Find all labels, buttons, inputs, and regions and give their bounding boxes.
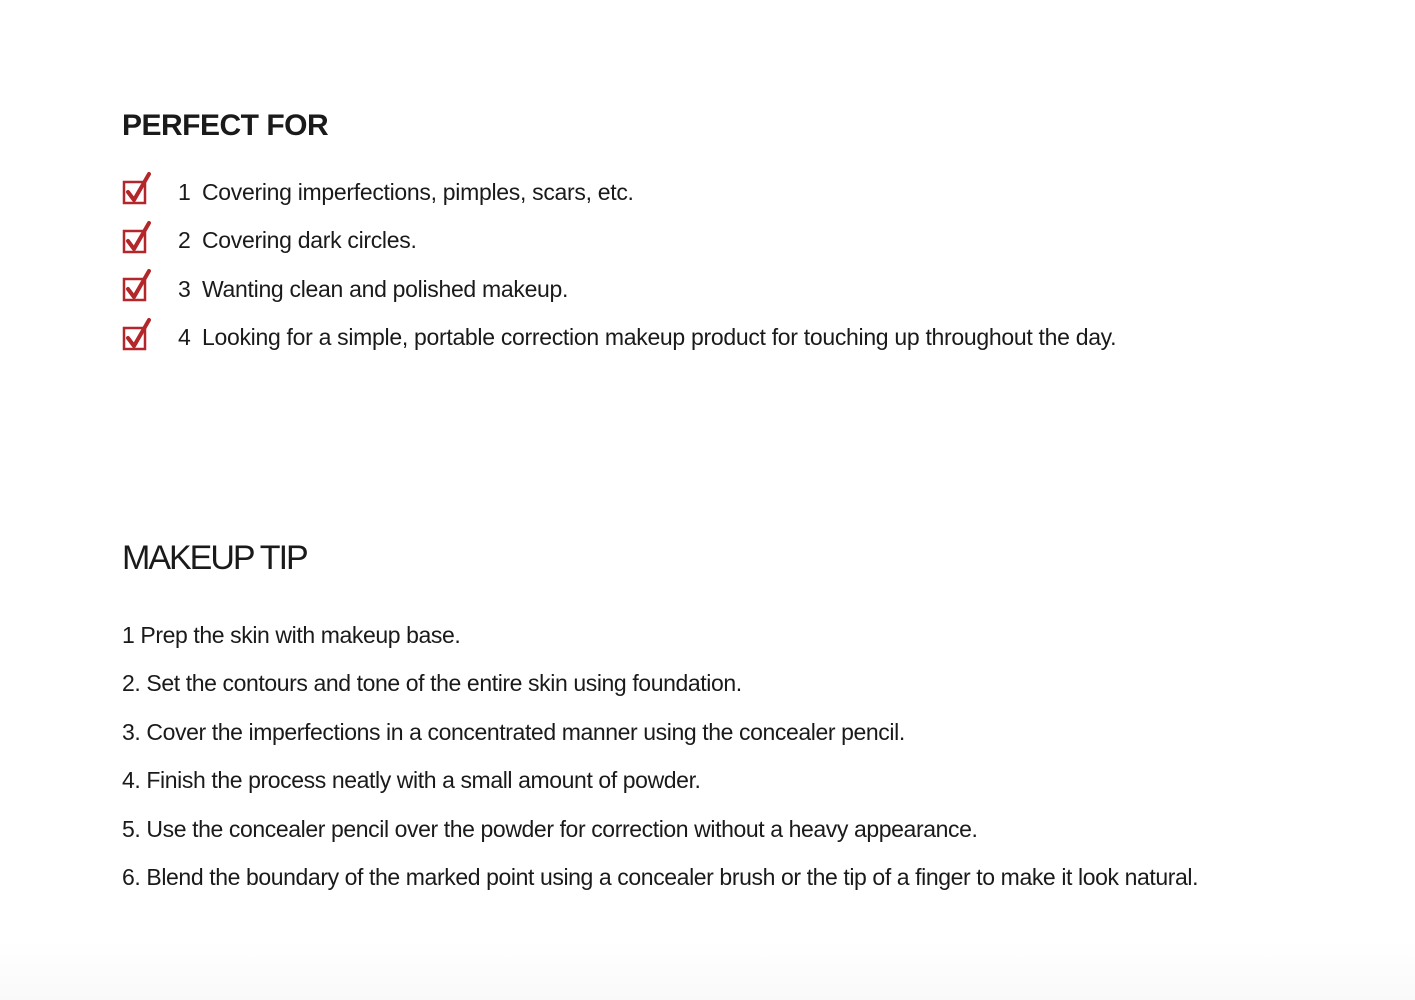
list-item [122,708,1198,756]
list-item [122,659,1198,707]
item-number: 1 [178,178,191,205]
perfect-for-heading: PERFECT FOR [122,109,329,142]
list-item [122,217,1116,266]
item-text: Cover the imperfections in a concentrated manner using the concealer pencil. [146,718,905,745]
item-number: 3 [178,275,191,302]
list-item [122,756,1198,804]
checkbox-checked-icon [122,269,152,303]
checkbox-checked-icon [122,318,152,352]
item-number: 6. [122,863,141,890]
item-number: 2 [178,227,191,254]
list-item [122,265,1116,314]
item-number: 4 [178,324,191,351]
perfect-for-section [122,108,1116,362]
item-text: Use the concealer pencil over the powder for correction without a heavy appearance. [146,815,978,842]
item-text: Finish the process neatly with a small amount of powder. [146,767,701,794]
list-item [122,168,1116,217]
item-text: Looking for a simple, portable correction makeup product for touching up throughout the day. [202,324,1117,351]
item-number: 3. [122,718,141,745]
list-item [122,314,1116,363]
item-text: Blend the boundary of the marked point using a concealer brush or the tip of a finger to make it look natural. [146,863,1199,890]
checkbox-checked-icon [122,172,152,206]
item-text: Wanting clean and polished makeup. [202,275,569,302]
makeup-tip-heading: MAKEUP TIP [122,539,307,577]
list-item [122,805,1198,853]
bottom-fade [0,940,1415,1000]
list-item [122,611,1198,659]
checkbox-checked-icon [122,221,152,255]
list-item [122,853,1198,901]
item-number: 4. [122,767,141,794]
item-number: 2. [122,670,141,697]
item-text: Prep the skin with makeup base. [140,622,461,648]
item-text: Covering imperfections, pimples, scars, etc. [202,178,634,205]
item-number: 5. [122,815,141,842]
item-text: Covering dark circles. [202,227,417,254]
makeup-tip-section [122,537,1198,901]
makeup-tip-list [122,611,1198,901]
item-number: 1 [122,622,135,648]
item-text: Set the contours and tone of the entire skin using foundation. [146,670,742,697]
perfect-for-list [122,168,1116,362]
